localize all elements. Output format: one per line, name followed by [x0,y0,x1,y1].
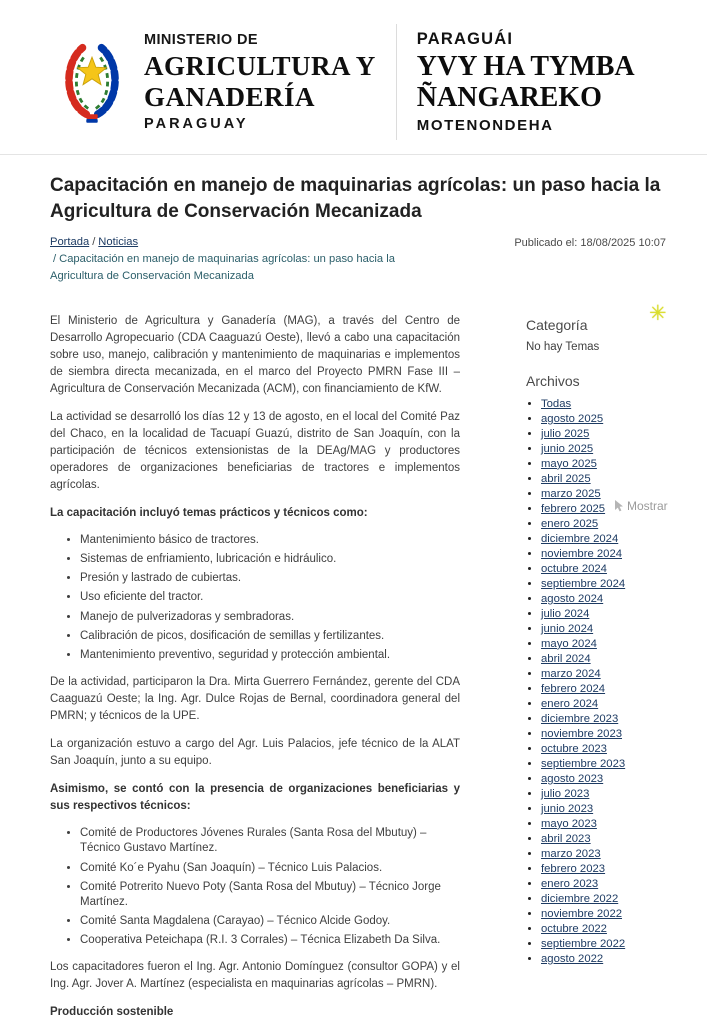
mag-logo-icon [54,30,130,135]
paragraph: Los capacitadores fueron el Ing. Agr. Antonio Domínguez (consultor GOPA) y el Ing. Agr. Jover A. Martínez (especialista en maquinarias agrícolas – PMRN). [50,961,460,991]
archive-link[interactable]: abril 2024 [541,652,591,665]
list-item: • Sistemas de enfriamiento, lubricación e hidráulico. [80,552,460,567]
archive-link[interactable]: septiembre 2024 [541,577,626,590]
archive-link[interactable]: mayo 2024 [541,637,597,650]
main-content [0,155,707,1032]
archive-item [541,412,666,427]
archive-link[interactable]: agosto 2023 [541,772,604,785]
published-date: Publicado el: 18/08/2025 10:07 [514,237,666,250]
archive-link[interactable]: diciembre 2023 [541,712,619,725]
archive-link[interactable]: diciembre 2024 [541,532,619,545]
list-item: • Manejo de pulverizadoras y sembradoras. [80,610,460,625]
archive-item [541,592,666,607]
archive-item [541,907,666,922]
cursor-icon [612,499,624,513]
archive-item [541,712,666,727]
meta-row [50,234,666,284]
archive-item [541,547,666,562]
section-heading-end: Producción sostenible [50,1006,174,1019]
archive-link[interactable]: septiembre 2023 [541,757,626,770]
list-item: • Calibración de picos, dosificación de semillas y fertilizantes. [80,629,460,644]
breadcrumb-separator: / [92,236,96,249]
guarani-line3: ÑANGAREKO [416,82,602,113]
archive-item [541,757,666,772]
breadcrumb-current-wrap [50,251,450,285]
list-item: • Mantenimiento básico de tractores. [80,533,460,548]
archive-link[interactable]: julio 2023 [541,787,590,800]
ministry-name [144,32,376,131]
archive-item [541,937,666,952]
content-columns [50,313,666,1032]
archive-link[interactable]: enero 2024 [541,697,599,710]
archive-item [541,892,666,907]
archive-item [541,682,666,697]
archive-link[interactable]: julio 2025 [541,427,590,440]
breadcrumb-noticias-link[interactable]: Noticias [98,236,139,249]
archive-item [541,562,666,577]
ministry-line3: GANADERÍA [144,81,316,112]
archive-link[interactable]: octubre 2023 [541,742,607,755]
breadcrumb-portada-link[interactable]: Portada [50,236,90,249]
archive-item [541,667,666,682]
archive-link[interactable]: abril 2023 [541,832,591,845]
archive-link[interactable]: agosto 2022 [541,952,604,965]
breadcrumb-current: Capacitación en manejo de maquinarias agrícolas: un paso hacia la Agricultura de Conservación Mecanizada [50,253,395,282]
ministry-line1: MINISTERIO DE [144,32,258,49]
ministry-line4: PARAGUAY [144,115,249,132]
guarani-line1: PARAGUÁI [416,30,514,49]
list-item: • Comité de Productores Jóvenes Rurales (Santa Rosa del Mbutuy) – Técnico Gustavo Martínez. [80,826,460,856]
archive-item [541,442,666,457]
list-item: • Comité Potrerito Nuevo Poty (Santa Rosa del Mbutuy) – Técnico Jorge Martínez. [80,880,460,910]
accessibility-widget-icon[interactable]: ✳ [649,302,667,325]
archive-item [541,532,666,547]
archive-link[interactable]: marzo 2024 [541,667,601,680]
archive-item [541,832,666,847]
archive-item [541,742,666,757]
sidebar [526,313,666,1032]
article-body [50,313,460,1032]
mostrar-tooltip [609,498,671,514]
archive-link[interactable]: junio 2023 [541,802,594,815]
paragraph: La organización estuvo a cargo del Agr. Luis Palacios, jefe técnico de la ALAT San Joaquín, junto a su equipo. [50,738,460,768]
page-title: Capacitación en manejo de maquinarias agrícolas: un paso hacia la Agricultura de Conservación Mecanizada [50,175,661,222]
archive-item [541,772,666,787]
topics-list [50,533,460,663]
list-item: • Uso eficiente del tractor. [80,590,460,605]
archive-item [541,922,666,937]
archive-item [541,802,666,817]
archive-link[interactable]: marzo 2023 [541,847,601,860]
archive-link[interactable]: febrero 2024 [541,682,606,695]
archive-link[interactable]: abril 2025 [541,472,591,485]
archive-link[interactable]: enero 2025 [541,517,599,530]
archive-link[interactable]: octubre 2024 [541,562,607,575]
category-empty-text: No hay Temas [526,340,600,353]
archive-link[interactable]: octubre 2022 [541,922,607,935]
archive-item [541,862,666,877]
archive-link[interactable]: Todas [541,397,572,410]
archives-list [526,397,666,967]
archive-link[interactable]: julio 2024 [541,607,590,620]
mostrar-label: Mostrar [627,499,668,513]
archive-link[interactable]: mayo 2023 [541,817,597,830]
archive-link[interactable]: marzo 2025 [541,487,601,500]
list-item: • Presión y lastrado de cubiertas. [80,571,460,586]
breadcrumb [50,234,450,284]
archive-item [541,622,666,637]
list-item: • Cooperativa Peteichapa (R.I. 3 Corrales) – Técnica Elizabeth Da Silva. [80,933,460,948]
category-heading: Categoría [526,316,588,333]
archive-item [541,517,666,532]
header-divider [396,24,397,140]
list-item: • Mantenimiento preventivo, seguridad y protección ambiental. [80,648,460,663]
archive-link[interactable]: agosto 2025 [541,412,604,425]
archive-link[interactable]: noviembre 2022 [541,907,623,920]
archive-item [541,697,666,712]
list-item: • Comité Ko´e Pyahu (San Joaquín) – Técnico Luis Palacios. [80,861,460,876]
archive-link[interactable]: junio 2025 [541,442,594,455]
archive-link[interactable]: septiembre 2022 [541,937,626,950]
archive-item [541,952,666,967]
section-heading-orgs: Asimismo, se contó con la presencia de organizaciones beneficiarias y sus respectivos técnicos: [50,783,460,813]
paragraph: De la actividad, participaron la Dra. Mirta Guerrero Fernández, gerente del CDA Caaguazú Oeste; la Ing. Agr. Dulce Rojas de Bernal, coordinadora general del PMRN; y técnicos de la UPE. [50,676,460,723]
archive-link[interactable]: febrero 2023 [541,862,606,875]
archive-item [541,817,666,832]
archive-item [541,397,666,412]
archive-item [541,427,666,442]
header-home-link[interactable] [54,30,376,135]
list-item: • Comité Santa Magdalena (Carayao) – Técnico Alcide Godoy. [80,914,460,929]
archive-item [541,457,666,472]
section-heading-topics: La capacitación incluyó temas prácticos y técnicos como: [50,506,368,519]
guarani-name [417,30,635,134]
archive-item [541,787,666,802]
orgs-list [50,826,460,948]
archive-link[interactable]: mayo 2025 [541,457,597,470]
archive-item [541,847,666,862]
paragraph: El Ministerio de Agricultura y Ganadería (MAG), a través del Centro de Desarrollo Agropecuario (CDA Caaguazú Oeste), llevó a cabo una capacitación sobre uso, manejo, calibración y mantenimiento de maquinarias e implementos de siembra directa mecanizada, en el marco del Proyecto PMRN Fase III – Agricultura de Conservación Mecanizada (ACM), con financiamiento de KfW. [50,314,460,395]
archives-heading: Archivos [526,372,580,389]
archive-link[interactable]: febrero 2025 [541,502,606,515]
archive-link[interactable]: enero 2023 [541,877,599,890]
archive-link[interactable]: agosto 2024 [541,592,604,605]
archive-link[interactable]: noviembre 2023 [541,727,623,740]
archive-item [541,637,666,652]
archive-item [541,472,666,487]
archive-item [541,877,666,892]
ministry-line2: AGRICULTURA Y [144,51,376,82]
archive-link[interactable]: diciembre 2022 [541,892,619,905]
site-header [0,0,707,154]
archive-link[interactable]: noviembre 2024 [541,547,623,560]
breadcrumb-separator: / [53,253,57,266]
archive-link[interactable]: junio 2024 [541,622,594,635]
guarani-line2: YVY HA TYMBA [416,51,635,83]
archive-item [541,607,666,622]
archive-item [541,652,666,667]
archive-item [541,727,666,742]
paragraph: La actividad se desarrolló los días 12 y 13 de agosto, en el local del Comité Paz del Chaco, en la localidad de Tacuapí Guazú, distrito de San Joaquín, con la participación de técnicos extensionistas de la DEAg/MAG y productores operadores de organizaciones beneficiarias de tractores e implementos agrícolas. [50,410,460,491]
archive-item [541,577,666,592]
guarani-line4: MOTENONDEHA [416,116,554,134]
mag-logo-svg [54,30,130,130]
